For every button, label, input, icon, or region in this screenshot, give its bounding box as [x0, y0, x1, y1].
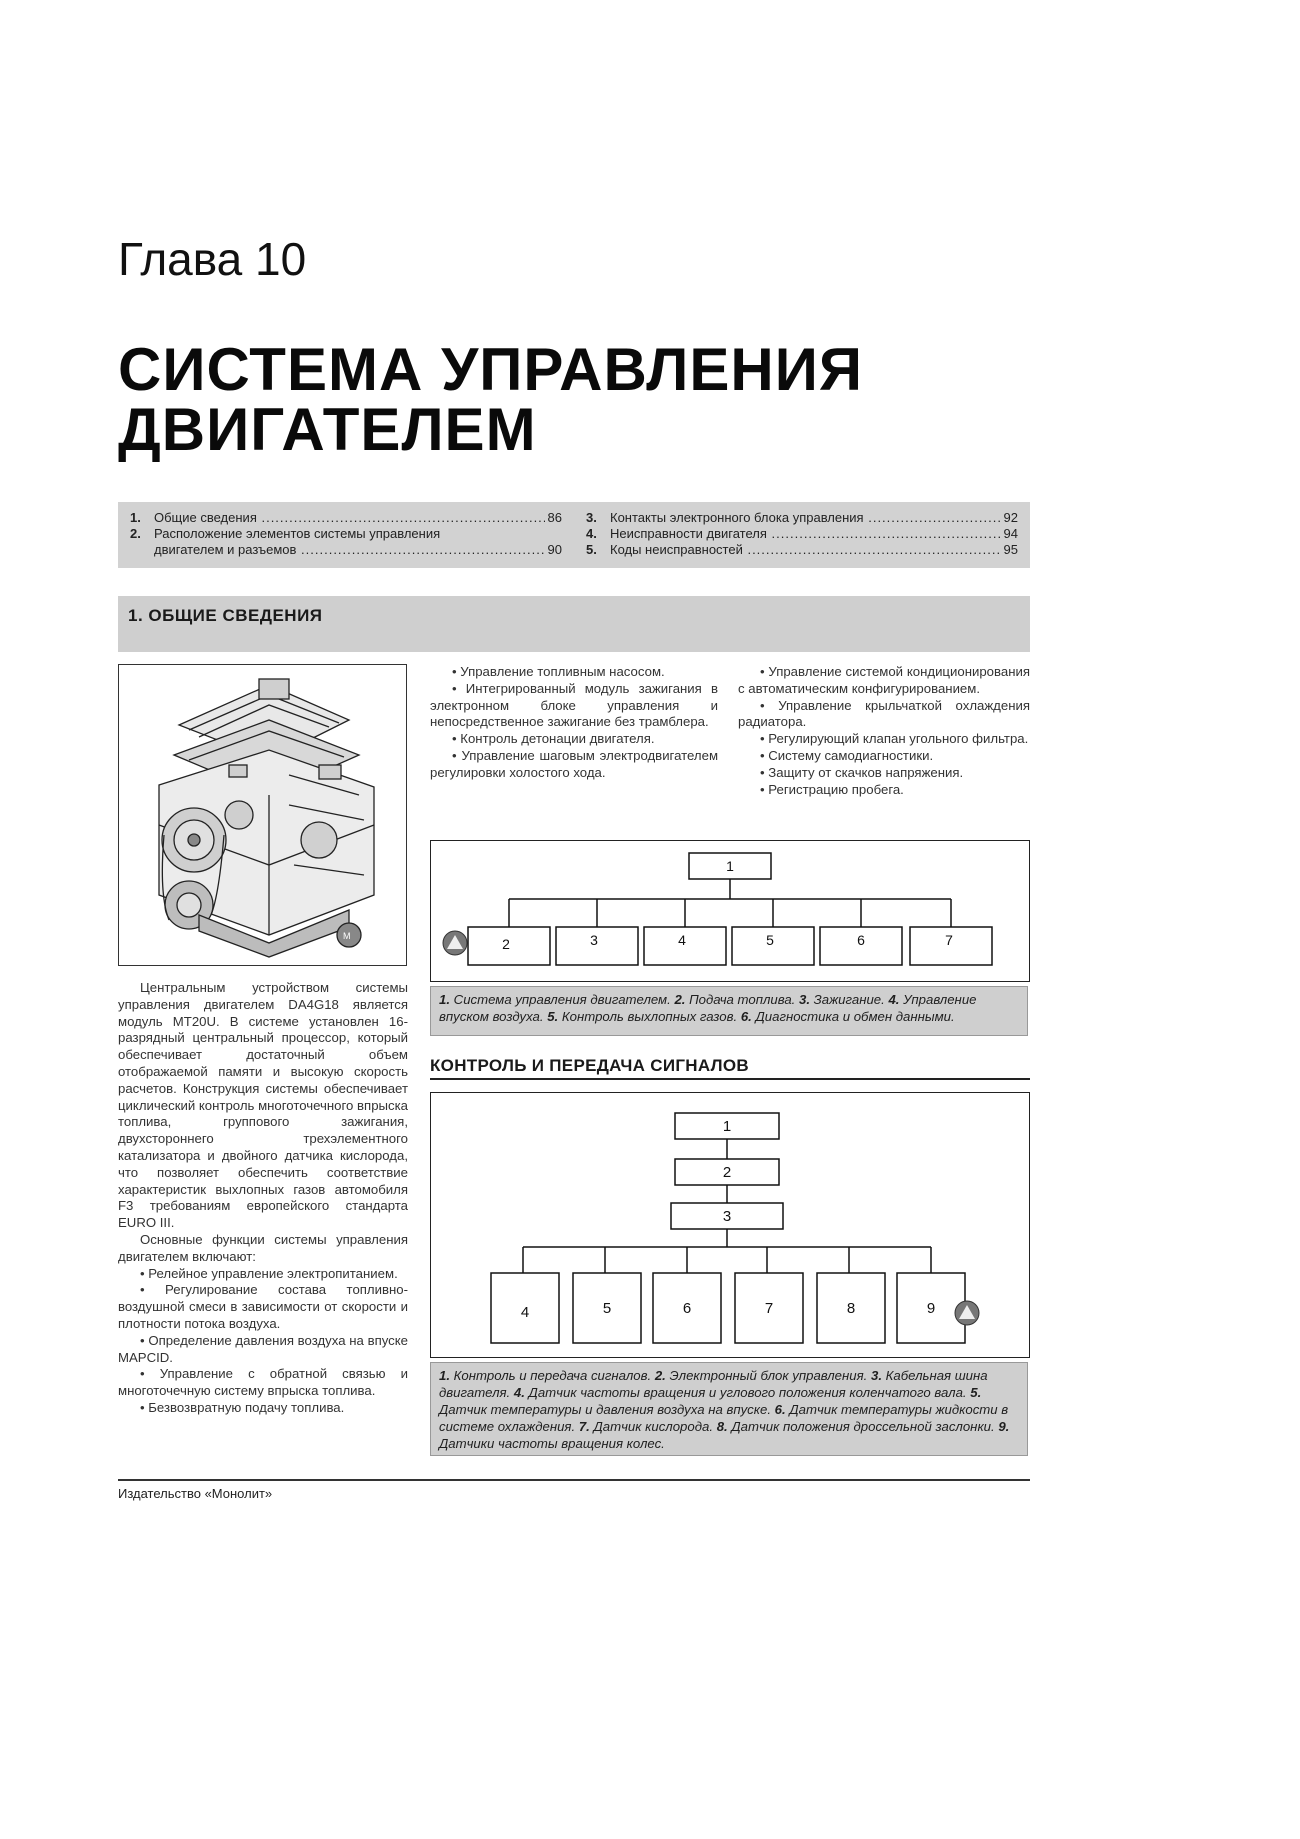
list-item: • Интегрированный модуль зажигания в электронном блоке управления и непосредственное зажигание без трамблера.	[430, 681, 718, 731]
diagram-label: 1	[722, 1118, 732, 1135]
list-item: • Контроль детонации двигателя.	[430, 731, 718, 748]
title-line-2: ДВИГАТЕЛЕМ	[118, 396, 537, 463]
title-line-1: СИСТЕМА УПРАВЛЕНИЯ	[118, 336, 864, 403]
list-item: • Релейное управление электропитанием.	[118, 1266, 408, 1283]
toc-left-column	[130, 510, 562, 558]
diagram-label: 6	[682, 1300, 692, 1317]
list-item: • Управление системой кондиционирования с автоматическим конфигурированием.	[738, 664, 1030, 698]
caption-diagram-1: 1. Система управления двигателем. 2. Подача топлива. 3. Зажигание. 4. Управление впуском воздуха. 5. Контроль выхлопных газов. 6. Диагностика и обмен данными.	[430, 986, 1028, 1036]
diagram-signals	[430, 1092, 1030, 1358]
caption-diagram-2: 1. Контроль и передача сигналов. 2. Электронный блок управления. 3. Кабельная шина двигателя. 4. Датчик частоты вращения и углового положения коленчатого вала. 5. Датчик температуры и давления воздуха на впуске. 6. Датчик температуры жидкости в системе охлаждения. 7. Датчик кислорода. 8. Датчик положения дроссельной заслонки. 9. Датчики частоты вращения колес.	[430, 1362, 1028, 1456]
svg-text:M: M	[343, 931, 351, 941]
list-item: • Управление крыльчаткой охлаждения радиатора.	[738, 698, 1030, 732]
diagram-label: 6	[857, 932, 865, 948]
toc-entry[interactable]: 4. Неисправности двигателя ..... 94	[586, 526, 1018, 542]
diagram-label: 2	[502, 936, 510, 952]
middle-text-column	[430, 664, 718, 782]
diagram-label: 4	[520, 1304, 530, 1321]
diagram-label: 4	[678, 932, 686, 948]
list-item: • Систему самодиагностики.	[738, 748, 1030, 765]
diagram-label: 3	[722, 1208, 732, 1225]
list-item: • Регулирование состава топливно-воздушной смеси в зависимости от скорости и плотности потока воздуха.	[118, 1282, 408, 1332]
diagram-label: 2	[722, 1164, 732, 1181]
divider	[430, 1078, 1030, 1080]
diagram-label: 7	[764, 1300, 774, 1317]
toc-entry[interactable]: 3. Контакты электронного блока управления ..... 92	[586, 510, 1018, 526]
list-item: • Защиту от скачков напряжения.	[738, 765, 1030, 782]
section-header	[118, 596, 1030, 652]
toc-entry[interactable]: 2. Расположение элементов системы управления	[130, 526, 441, 541]
engine-photo	[118, 664, 407, 966]
toc-entry[interactable]: 5. Коды неисправностей ..... 95	[586, 542, 1018, 558]
right-text-column	[738, 664, 1030, 798]
section-title: 1. ОБЩИЕ СВЕДЕНИЯ	[128, 606, 323, 625]
diagram-1-svg	[431, 841, 1029, 981]
paragraph: Центральным устройством системы управления двигателем DA4G18 является модуль MT20U. В системе установлен 16-разрядный центральный процессор, который обеспечивает достаточный объем отображаемой памяти и высокую скорость расчетов. Конструкция системы обеспечивает циклический контроль многоточечного впрыска топлива, группового зажигания, двухстороннего трехэлементного катализатора и двойного датчика кислорода, что позволяет обеспечить соответствие характеристик выхлопных газов автомобиля F3 требованиям европейского стандарта EURO III.	[118, 980, 408, 1231]
left-text-column	[118, 980, 408, 1417]
list-item: • Определение давления воздуха на впуске MAPCID.	[118, 1333, 408, 1367]
paragraph: Основные функции системы управления двигателем включают:	[118, 1231, 408, 1264]
list-item: • Управление топливным насосом.	[430, 664, 718, 681]
engine-illustration-icon	[119, 665, 406, 965]
list-item: • Безвозвратную подачу топлива.	[118, 1400, 408, 1417]
list-item: • Управление шаговым электродвигателем регулировки холостого хода.	[430, 748, 718, 782]
publisher-footer: Издательство «Монолит»	[118, 1486, 273, 1501]
diagram-label: 8	[846, 1300, 856, 1317]
diagram-label: 3	[590, 932, 598, 948]
diagram-label: 1	[726, 858, 734, 874]
list-item: • Управление с обратной связью и многоточечную систему впрыска топлива.	[118, 1366, 408, 1400]
diagram-2-svg	[431, 1093, 1029, 1357]
footer-divider	[118, 1479, 1030, 1481]
diagram-label: 7	[945, 932, 953, 948]
diagram-engine-management	[430, 840, 1030, 982]
toc-entry[interactable]: двигателем и разъемов ..... 90	[130, 542, 562, 558]
chapter-label: Глава 10	[118, 233, 307, 285]
toc-entry[interactable]: 1. Общие сведения ..... 86	[130, 510, 562, 526]
diagram-label: 5	[766, 932, 774, 948]
diagram-label: 5	[602, 1300, 612, 1317]
page-title	[118, 336, 864, 463]
toc-right-column	[586, 510, 1018, 558]
table-of-contents	[118, 502, 1030, 568]
list-item: • Регистрацию пробега.	[738, 782, 1030, 799]
subsection-title: КОНТРОЛЬ И ПЕРЕДАЧА СИГНАЛОВ	[430, 1056, 749, 1075]
logo-icon	[955, 1301, 979, 1325]
logo-icon	[443, 931, 467, 955]
diagram-label: 9	[926, 1300, 936, 1317]
list-item: • Регулирующий клапан угольного фильтра.	[738, 731, 1030, 748]
